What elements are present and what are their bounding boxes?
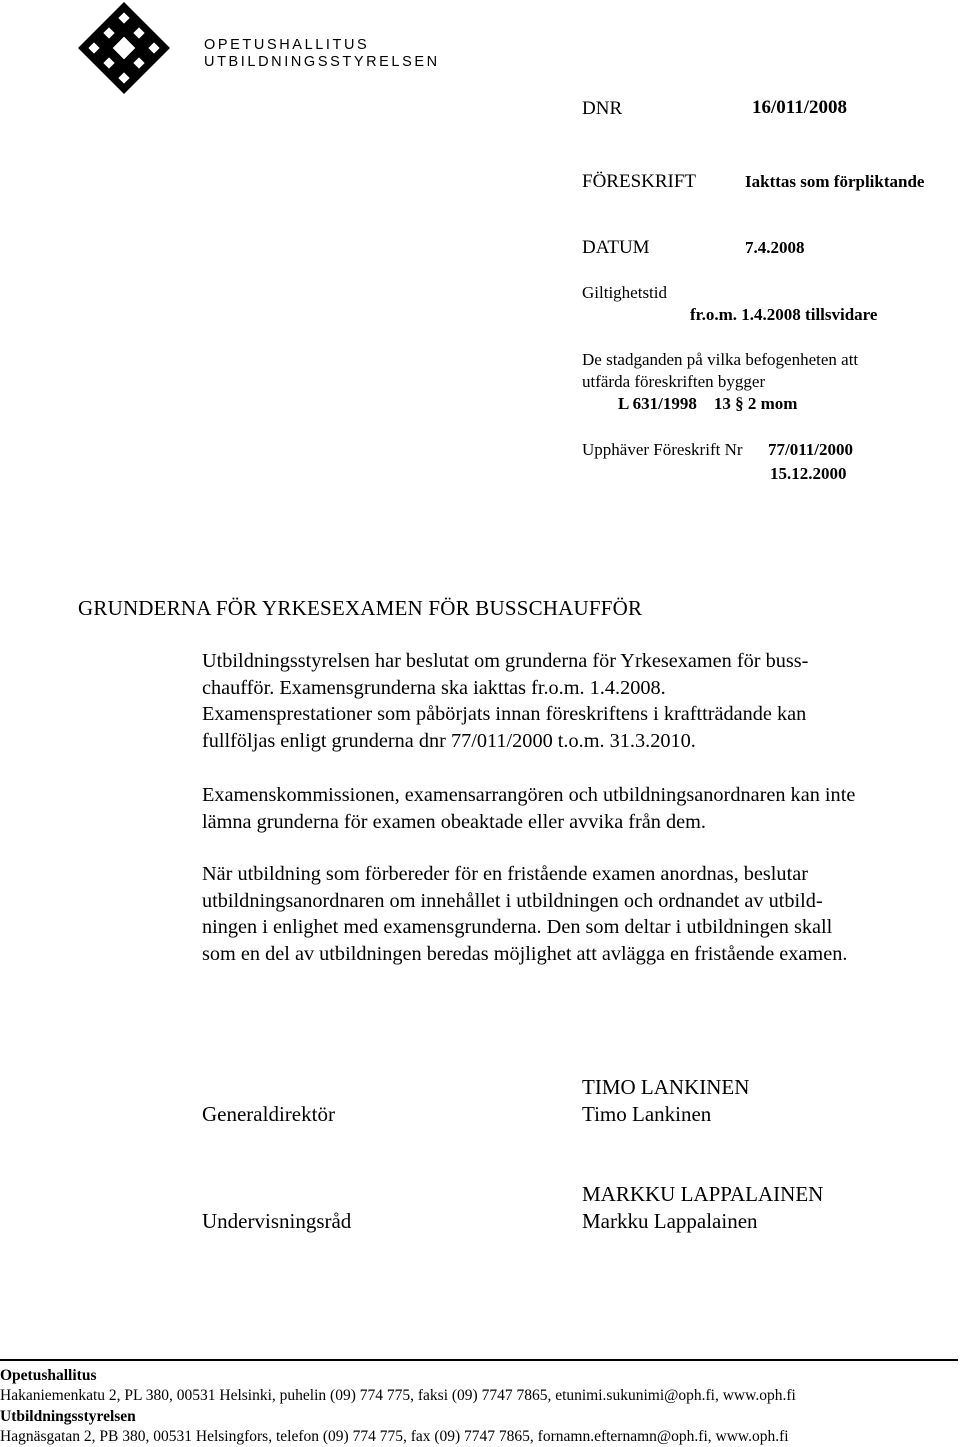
- giltighet-value: fr.o.m. 1.4.2008 tillsvidare: [690, 305, 878, 324]
- signature-name-upper: TIMO LANKINEN: [582, 1075, 750, 1099]
- signature-title-counsellor: Undervisningsråd: [202, 1209, 352, 1233]
- dnr-label: DNR: [582, 98, 623, 119]
- upphaver-nr: 77/011/2000: [768, 440, 854, 459]
- paragraph-line: chaufför. Examensgrunderna ska iakttas fr.o.m. 1.4.2008.: [202, 676, 666, 699]
- paragraph-line: Examenskommissionen, examensarrangören och utbildningsanordnaren kan inte: [202, 784, 856, 806]
- signature-name: Markku Lappalainen: [582, 1209, 758, 1233]
- footer-org2-name: Utbildningsstyrelsen: [0, 1408, 136, 1425]
- giltighet-label: Giltighetstid: [582, 283, 667, 302]
- footer-divider: [0, 1359, 958, 1361]
- foreskrift-label: FÖRESKRIFT: [582, 171, 697, 192]
- paragraph-line: Utbildningsstyrelsen har beslutat om grunderna för Yrkesexamen för buss-: [202, 650, 809, 672]
- stadganden-value: L 631/1998 13 § 2 mom: [618, 394, 798, 413]
- org-name-swedish: UTBILDNINGSSTYRELSEN: [204, 54, 440, 70]
- diamond-grid-logo-icon: [78, 2, 170, 94]
- signature-title-director-general: Generaldirektör: [202, 1102, 335, 1126]
- paragraph-line: ningen i enlighet med examensgrunderna. Den som deltar i utbildningen skall: [202, 916, 833, 938]
- upphaver-label: Upphäver Föreskrift Nr: [582, 440, 743, 459]
- footer-org1-name: Opetushallitus: [0, 1367, 97, 1384]
- datum-value: 7.4.2008: [745, 238, 805, 257]
- paragraph-line: som en del av utbildningen beredas möjlighet att avlägga en fristående examen.: [202, 942, 848, 965]
- dnr-value: 16/011/2008: [752, 97, 848, 118]
- paragraph-commission: [202, 782, 954, 835]
- paragraph-line: utbildningsanordnaren om innehållet i utbildningen och ordnandet av utbild-: [202, 889, 823, 912]
- datum-label: DATUM: [582, 237, 650, 258]
- stadganden-text-2: utfärda föreskriften bygger: [582, 372, 766, 391]
- paragraph-decision: [202, 648, 954, 754]
- paragraph-line: fullföljas enligt grunderna dnr 77/011/2000 t.o.m. 31.3.2010.: [202, 729, 696, 752]
- footer-org2-address: Hagnäsgatan 2, PB 380, 00531 Helsingfors, telefon (09) 774 775, fax (09) 7747 7865, fornamn.efternamn@oph.fi, www.oph.fi: [0, 1428, 789, 1445]
- paragraph-education: [202, 861, 954, 967]
- signature-name-upper: MARKKU LAPPALAINEN: [582, 1182, 824, 1206]
- paragraph-line: När utbildning som förbereder för en fristående examen anordnas, beslutar: [202, 863, 808, 885]
- upphaver-date: 15.12.2000: [770, 464, 847, 483]
- paragraph-line: Examensprestationer som påbörjats innan föreskriftens i kraftträdande kan: [202, 703, 807, 725]
- org-name-finnish: OPETUSHALLITUS: [204, 37, 370, 53]
- footer-org1-address: Hakaniemenkatu 2, PL 380, 00531 Helsinki, puhelin (09) 774 775, faksi (09) 7747 7865, etunimi.sukunimi@oph.fi, www.oph.fi: [0, 1387, 796, 1404]
- foreskrift-value: Iakttas som förpliktande: [745, 172, 925, 191]
- document-title: GRUNDERNA FÖR YRKESEXAMEN FÖR BUSSCHAUFFÖR: [78, 596, 643, 620]
- signature-name: Timo Lankinen: [582, 1102, 712, 1126]
- stadganden-text-1: De stadganden på vilka befogenheten att: [582, 350, 859, 369]
- paragraph-line: lämna grunderna för examen obeaktade eller avvika från dem.: [202, 810, 706, 833]
